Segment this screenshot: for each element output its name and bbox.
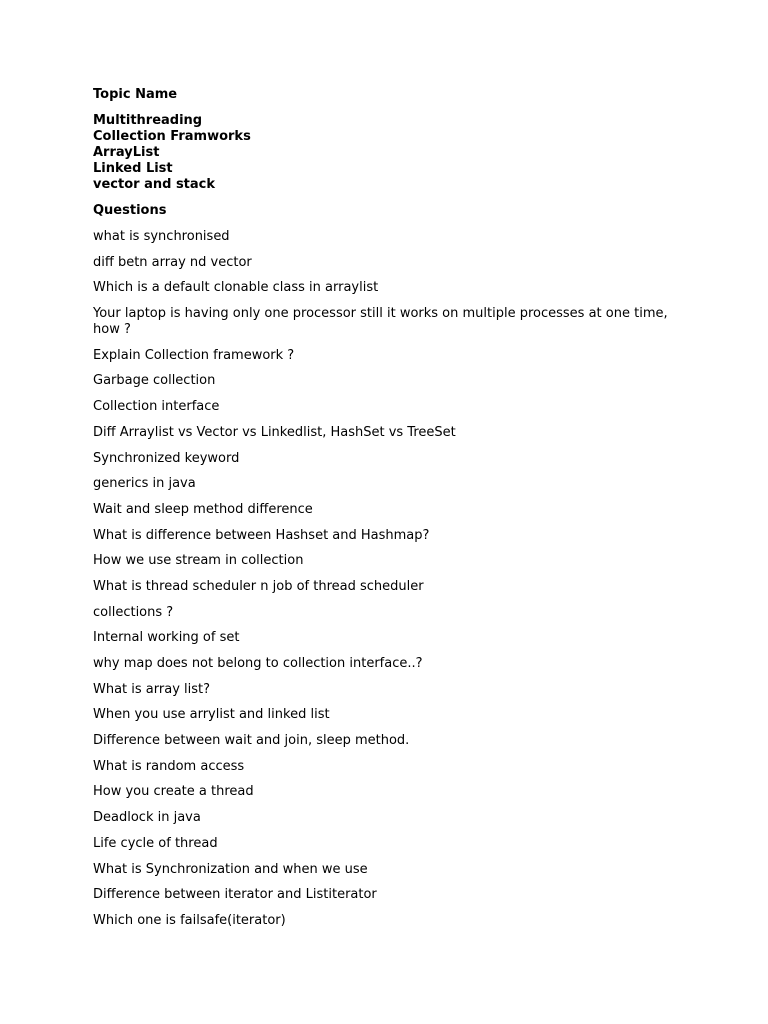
question-item: generics in java <box>93 476 196 492</box>
question-item: Diff Arraylist vs Vector vs Linkedlist, HashSet vs TreeSet <box>93 424 456 440</box>
question-item: Synchronized keyword <box>93 450 240 466</box>
question-item: What is thread scheduler n job of thread scheduler <box>93 578 424 594</box>
question-item: What is difference between Hashset and Hashmap? <box>93 527 430 543</box>
topic-item: vector and stack <box>93 177 216 192</box>
question-item: Difference between iterator and Listiterator <box>93 887 377 903</box>
questions-heading: Questions <box>93 203 167 218</box>
question-item: what is synchronised <box>93 229 230 244</box>
question-item: Your laptop is having only one processor still it works on multiple processes at one time, how ? <box>93 306 668 338</box>
question-item: Internal working of set <box>93 630 240 646</box>
question-item: How we use stream in collection <box>93 553 304 569</box>
question-item: What is random access <box>93 758 245 774</box>
question-item: Life cycle of thread <box>93 835 218 851</box>
question-item: Wait and sleep method difference <box>93 501 313 517</box>
question-item: collections ? <box>93 604 174 620</box>
question-item: Which one is failsafe(iterator) <box>93 912 286 928</box>
topic-list <box>93 113 693 193</box>
question-item: What is Synchronization and when we use <box>93 861 368 877</box>
topic-item: Multithreading <box>93 113 203 128</box>
topic-item: ArrayList <box>93 145 160 160</box>
question-item: why map does not belong to collection interface..? <box>93 656 423 671</box>
question-item: Difference between wait and join, sleep method. <box>93 733 410 749</box>
question-item: How you create a thread <box>93 784 254 800</box>
question-item: Deadlock in java <box>93 810 201 826</box>
question-item: When you use arrylist and linked list <box>93 707 330 723</box>
question-item: What is array list? <box>93 681 211 697</box>
question-item: Garbage collection <box>93 373 216 389</box>
question-item: Which is a default clonable class in arraylist <box>93 280 379 296</box>
question-item: diff betn array nd vector <box>93 254 252 270</box>
topic-item: Linked List <box>93 161 173 176</box>
question-list <box>93 229 693 929</box>
topic-heading: Topic Name <box>93 87 178 102</box>
document-content <box>93 87 693 939</box>
question-item: Explain Collection framework ? <box>93 347 295 363</box>
topic-item: Collection Framworks <box>93 129 251 144</box>
question-item: Collection interface <box>93 399 220 415</box>
